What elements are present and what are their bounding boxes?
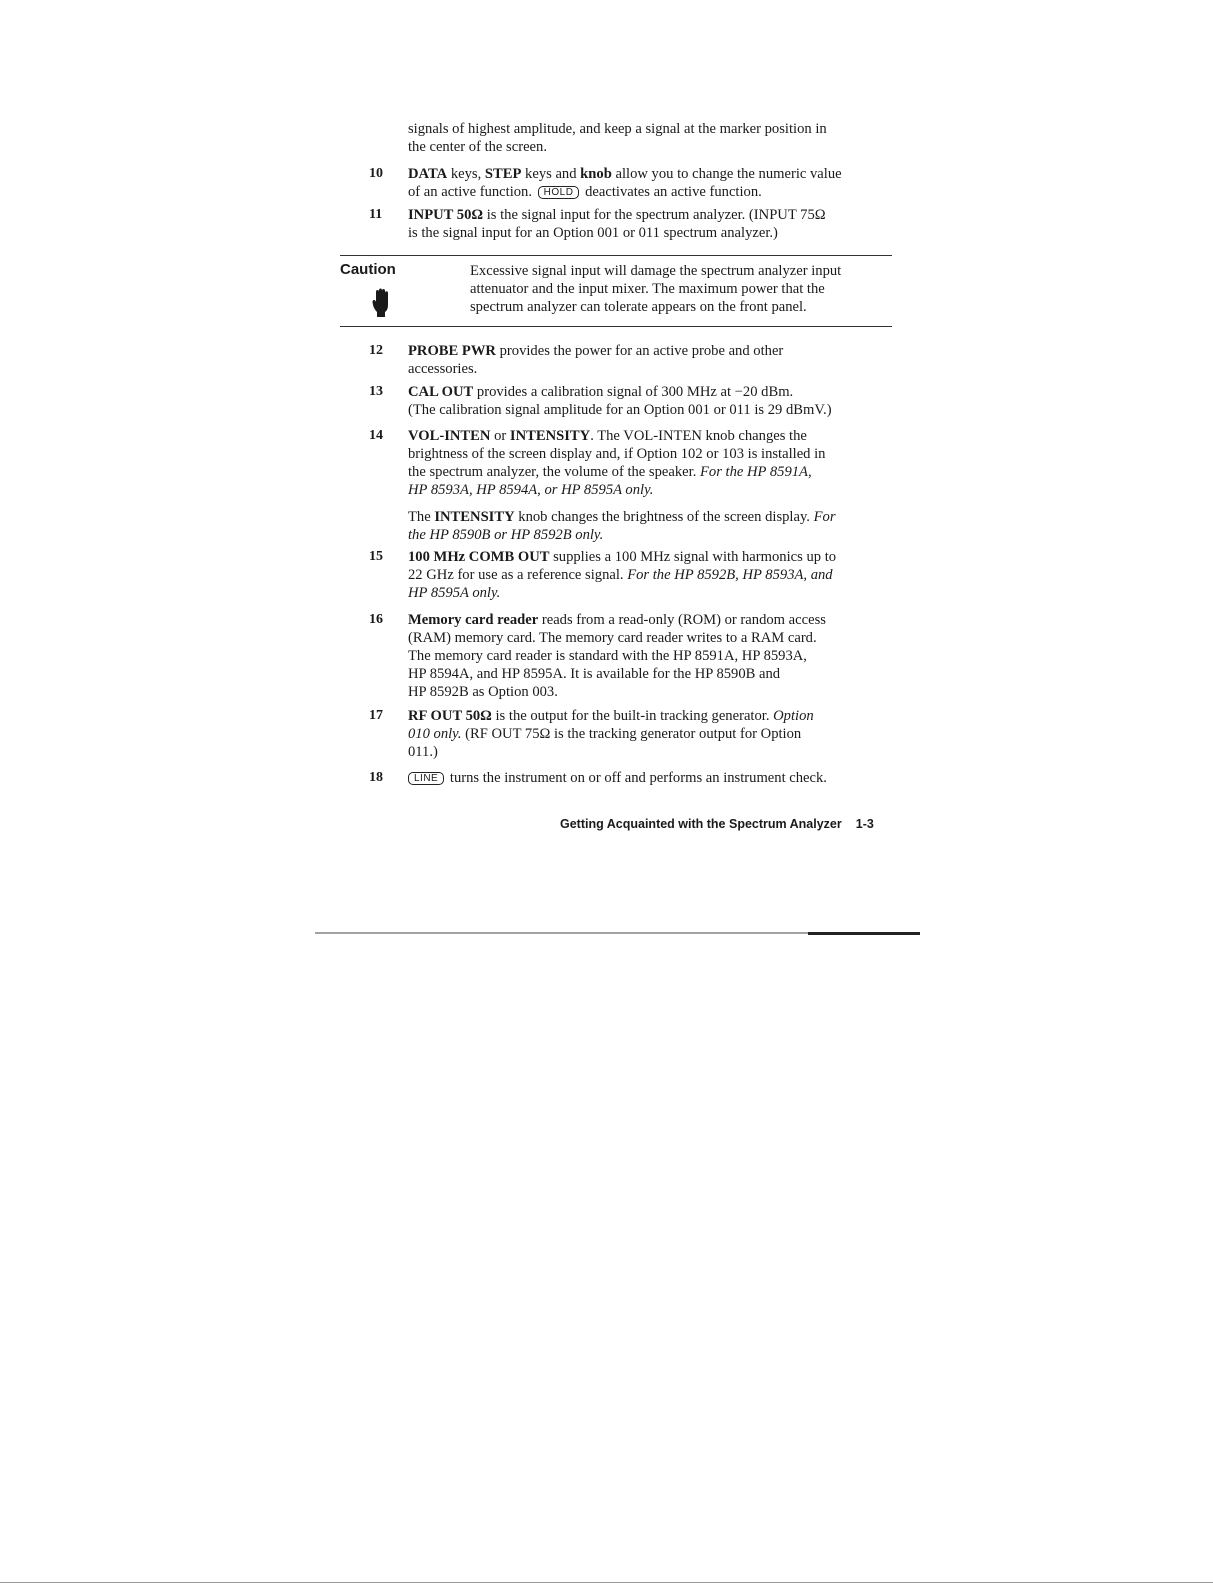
text-line: HP 8594A, and HP 8595A. It is available for the HP 8590B and xyxy=(408,666,781,682)
text-run: the spectrum analyzer, the volume of the speaker. xyxy=(408,464,700,480)
item-number-17: 17 xyxy=(369,708,383,723)
text-run: 010 only. xyxy=(408,726,462,742)
hand-stop-icon xyxy=(372,288,392,318)
item-number-16: 16 xyxy=(369,612,383,627)
text-run: provides the power for an active probe and other xyxy=(495,343,784,359)
text-run: is the output for the built-in tracking generator. xyxy=(491,708,774,724)
caution-top-rule xyxy=(340,255,892,256)
item-14-paragraph-2 xyxy=(408,508,836,544)
text-run: reads from a read-only (ROM) or random access xyxy=(538,612,826,628)
item-number-13: 13 xyxy=(369,384,383,399)
item-18-text xyxy=(406,769,827,787)
text-run: deactivates an active function. xyxy=(585,184,762,200)
page-footer xyxy=(560,817,874,831)
item-number-18: 18 xyxy=(369,770,383,785)
text-line: is the signal input for an Option 001 or 011 spectrum analyzer.) xyxy=(408,225,778,241)
text-run: is the signal input for the spectrum analyzer. (INPUT 75Ω xyxy=(483,207,826,223)
input-label: INPUT 50Ω xyxy=(408,207,484,223)
caution-bottom-rule xyxy=(340,326,892,327)
item-12-text xyxy=(408,342,783,378)
item-number-11: 11 xyxy=(369,207,383,222)
item-number-12: 12 xyxy=(369,343,383,358)
text-line: (RAM) memory card. The memory card reader writes to a RAM card. xyxy=(408,630,817,646)
text-line: 011.) xyxy=(408,744,438,760)
text-run: allow you to change the numeric value xyxy=(611,166,842,182)
item-15-text xyxy=(408,548,836,602)
text-line: the HP 8590B or HP 8592B only. xyxy=(408,527,604,543)
text-line: brightness of the screen display and, if Option 102 or 103 is installed in xyxy=(408,446,826,462)
text-run: 22 GHz for use as a reference signal. xyxy=(408,567,628,583)
text-line: attenuator and the input mixer. The maximum power that the xyxy=(470,281,825,297)
item-number-14: 14 xyxy=(369,428,383,443)
step-keys-label: STEP xyxy=(484,166,522,182)
scan-line xyxy=(808,932,920,935)
vol-inten-label: VOL-INTEN xyxy=(408,428,491,444)
memory-card-reader-label: Memory card reader xyxy=(408,612,539,628)
item-number-15: 15 xyxy=(369,549,383,564)
text-line: (The calibration signal amplitude for an Option 001 or 011 is 29 dBmV.) xyxy=(408,402,832,418)
text-run: . The VOL-INTEN knob changes the xyxy=(590,428,807,444)
text-run: supplies a 100 MHz signal with harmonics up to xyxy=(549,549,837,565)
cal-out-label: CAL OUT xyxy=(408,384,474,400)
text-run: keys, xyxy=(447,166,485,182)
text-line: HP 8595A only. xyxy=(408,585,501,601)
intensity-label: INTENSITY xyxy=(434,509,515,525)
item-10-text xyxy=(408,165,842,201)
item-number-10: 10 xyxy=(369,166,383,181)
line-key: LINE xyxy=(408,772,444,785)
text-run: knob changes the brightness of the screen display. xyxy=(514,509,814,525)
item-11-text xyxy=(408,206,826,242)
text-run: of an active function. xyxy=(408,184,532,200)
caution-title: Caution xyxy=(340,261,396,278)
text-run: For the HP 8591A, xyxy=(700,464,812,480)
data-keys-label: DATA xyxy=(408,166,448,182)
text-run: keys and xyxy=(521,166,581,182)
text-run: (RF OUT 75Ω is the tracking generator output for Option xyxy=(461,726,802,742)
caution-text xyxy=(470,262,841,316)
text-run: The xyxy=(408,509,435,525)
text-run: or xyxy=(490,428,510,444)
text-run: For xyxy=(813,509,836,525)
intro-paragraph xyxy=(408,120,827,156)
item-14-text xyxy=(408,427,825,499)
page-edge-line xyxy=(0,1582,1213,1583)
text-line: accessories. xyxy=(408,361,478,377)
rf-out-label: RF OUT 50Ω xyxy=(408,708,492,724)
page-number: 1-3 xyxy=(855,817,874,831)
text-line: The memory card reader is standard with the HP 8591A, HP 8593A, xyxy=(408,648,807,664)
text-line: Excessive signal input will damage the spectrum analyzer input xyxy=(470,263,842,279)
text-run: For the HP 8592B, HP 8593A, and xyxy=(627,567,833,583)
item-16-text xyxy=(408,611,826,701)
text-run: provides a calibration signal of 300 MHz at −20 dBm. xyxy=(473,384,794,400)
probe-pwr-label: PROBE PWR xyxy=(408,343,496,359)
hold-key: HOLD xyxy=(538,186,580,199)
text-run: Option xyxy=(773,708,814,724)
item-13-text xyxy=(408,383,832,419)
text-line: spectrum analyzer can tolerate appears on the front panel. xyxy=(470,299,807,315)
knob-label: knob xyxy=(580,166,612,182)
text-line: signals of highest amplitude, and keep a signal at the marker position in xyxy=(408,121,827,137)
intensity-label: INTENSITY xyxy=(509,428,591,444)
footer-title: Getting Acquainted with the Spectrum Analyzer xyxy=(560,817,842,831)
item-17-text xyxy=(408,707,814,761)
comb-out-label: 100 MHz COMB OUT xyxy=(408,549,550,565)
text-line: the center of the screen. xyxy=(408,139,547,155)
scan-line xyxy=(315,932,815,934)
text-line: HP 8593A, HP 8594A, or HP 8595A only. xyxy=(408,482,654,498)
text-line: HP 8592B as Option 003. xyxy=(408,684,558,700)
text-run: turns the instrument on or off and performs an instrument check. xyxy=(449,770,827,786)
